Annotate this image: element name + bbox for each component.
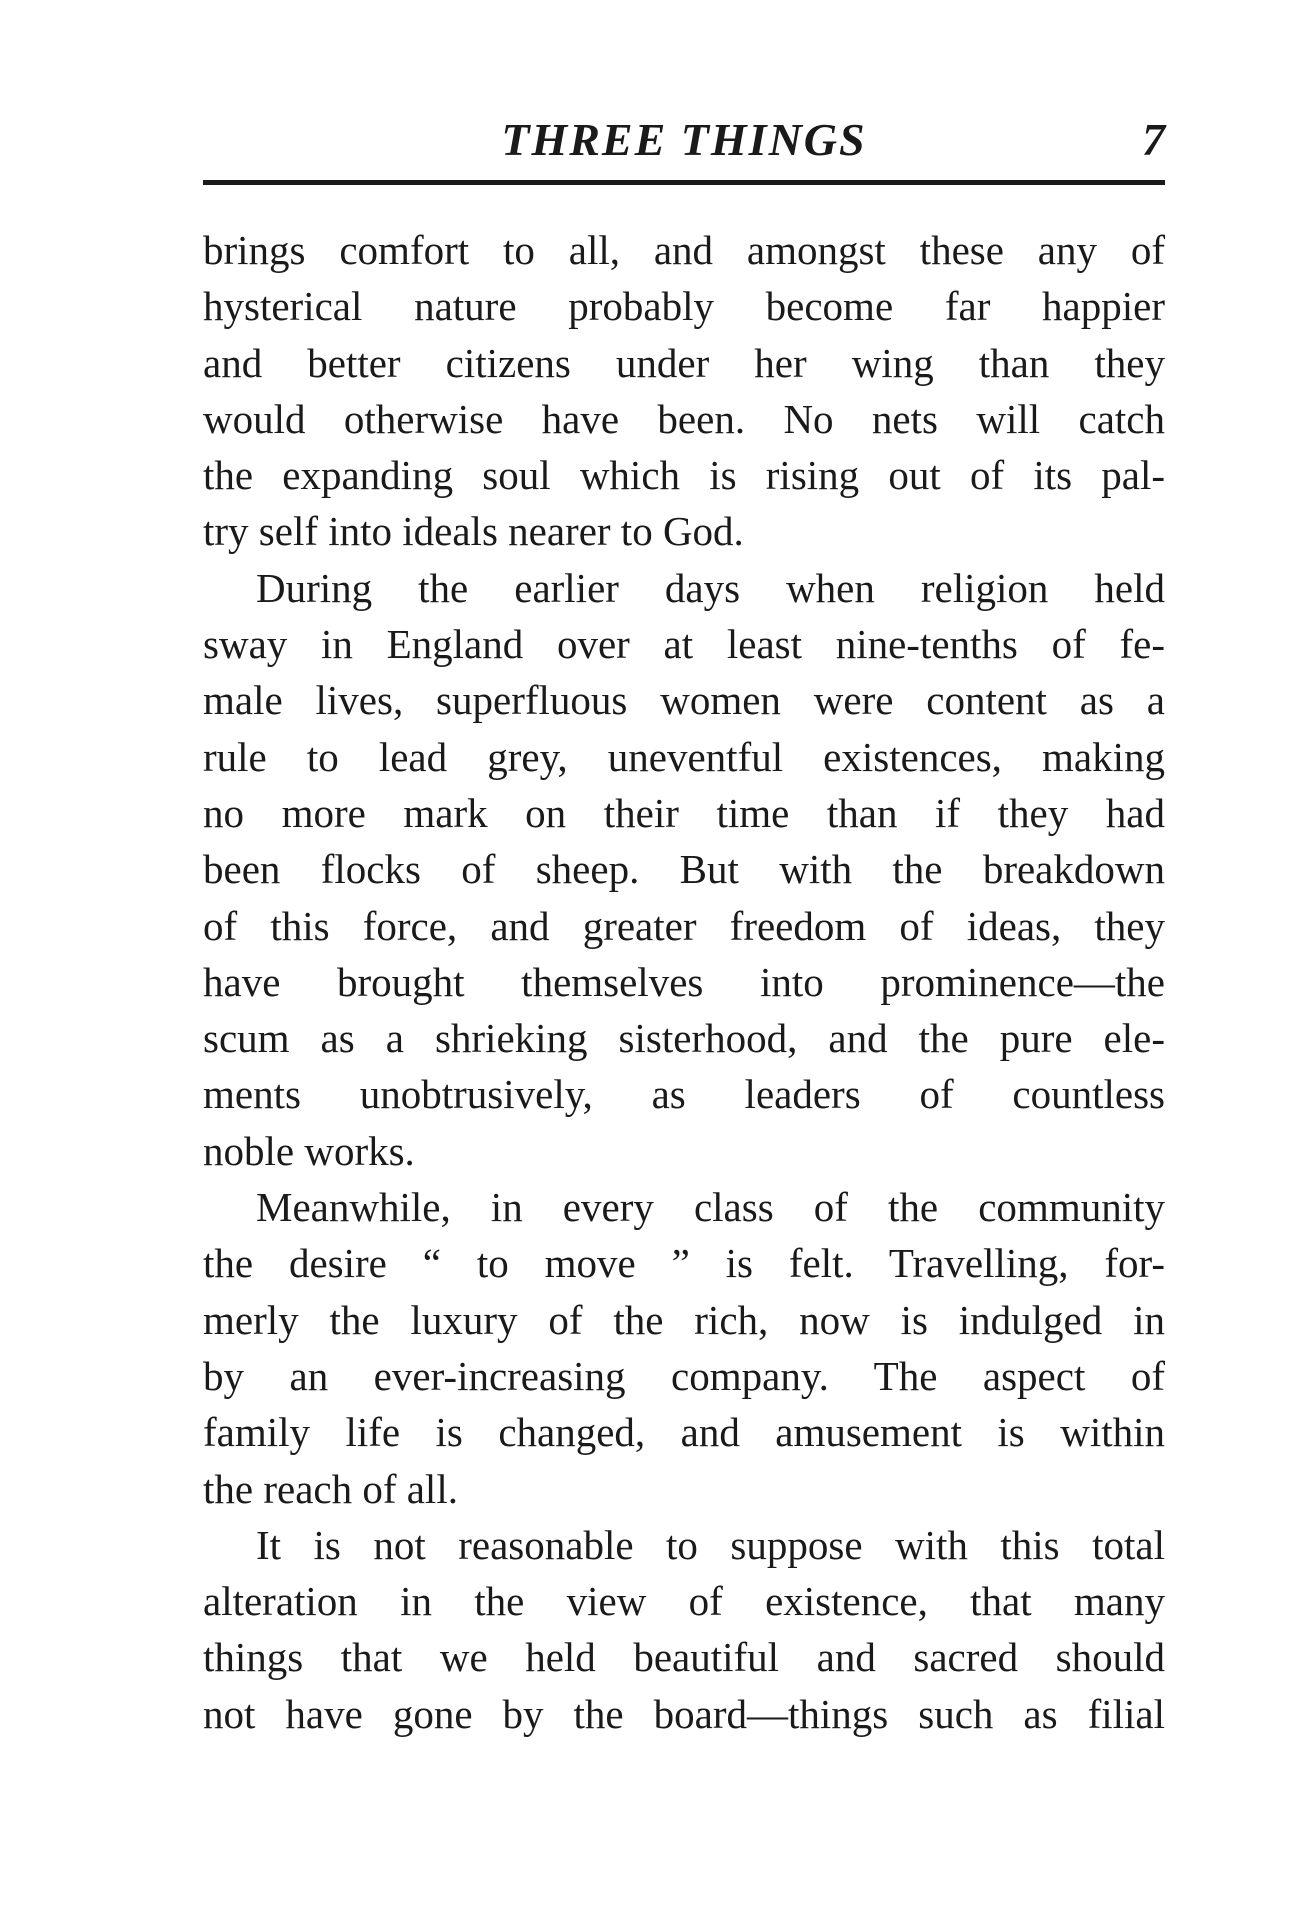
text-line: by an ever-increasing company. The aspect of <box>203 1352 1165 1399</box>
text-line: Meanwhile, in every class of the community <box>256 1184 1165 1231</box>
text-line: family life is changed, and amusement is within <box>203 1409 1165 1456</box>
text-line: alteration in the view of existence, that many <box>203 1578 1165 1625</box>
text-line: noble works. <box>203 1127 415 1174</box>
text-line: and better citizens under her wing than they <box>203 339 1165 386</box>
text-line: During the earlier days when religion held <box>256 564 1165 611</box>
text-line: merly the luxury of the rich, now is indulged in <box>203 1296 1165 1343</box>
text-line: hysterical nature probably become far happier <box>203 283 1165 330</box>
text-line: male lives, superfluous women were content as a <box>203 677 1165 724</box>
text-line: not have gone by the board—things such as filial <box>203 1690 1165 1737</box>
paragraph <box>203 222 1165 560</box>
text-line: no more mark on their time than if they had <box>203 789 1165 836</box>
text-line: the reach of all. <box>203 1465 458 1512</box>
text-line: things that we held beautiful and sacred should <box>203 1634 1165 1681</box>
text-line: sway in England over at least nine-tenths of fe- <box>203 621 1165 668</box>
page-number: 7 <box>1142 114 1165 165</box>
running-head <box>203 108 1165 172</box>
text-line: rule to lead grey, uneventful existences, making <box>203 733 1165 780</box>
text-line: try self into ideals nearer to God. <box>203 508 744 555</box>
body-text <box>203 222 1165 1742</box>
text-line: been flocks of sheep. But with the breakdown <box>203 846 1165 893</box>
running-title: THREE THINGS <box>501 114 867 165</box>
text-line: brings comfort to all, and amongst these any of <box>203 227 1165 273</box>
paragraph <box>203 1517 1165 1742</box>
paragraph <box>203 1179 1165 1517</box>
header-rule <box>203 180 1165 185</box>
text-line: have brought themselves into prominence—the <box>203 958 1165 1005</box>
text-line: scum as a shrieking sisterhood, and the pure ele- <box>203 1015 1165 1062</box>
text-line: the desire “ to move ” is felt. Travelling, for- <box>203 1240 1165 1287</box>
text-line: would otherwise have been. No nets will catch <box>203 395 1165 442</box>
text-line: ments unobtrusively, as leaders of countless <box>203 1071 1165 1118</box>
paragraph <box>203 560 1165 1179</box>
text-line: the expanding soul which is rising out of its pal- <box>203 452 1165 499</box>
text-line: It is not reasonable to suppose with this total <box>256 1521 1165 1568</box>
text-line: of this force, and greater freedom of ideas, they <box>203 902 1165 949</box>
